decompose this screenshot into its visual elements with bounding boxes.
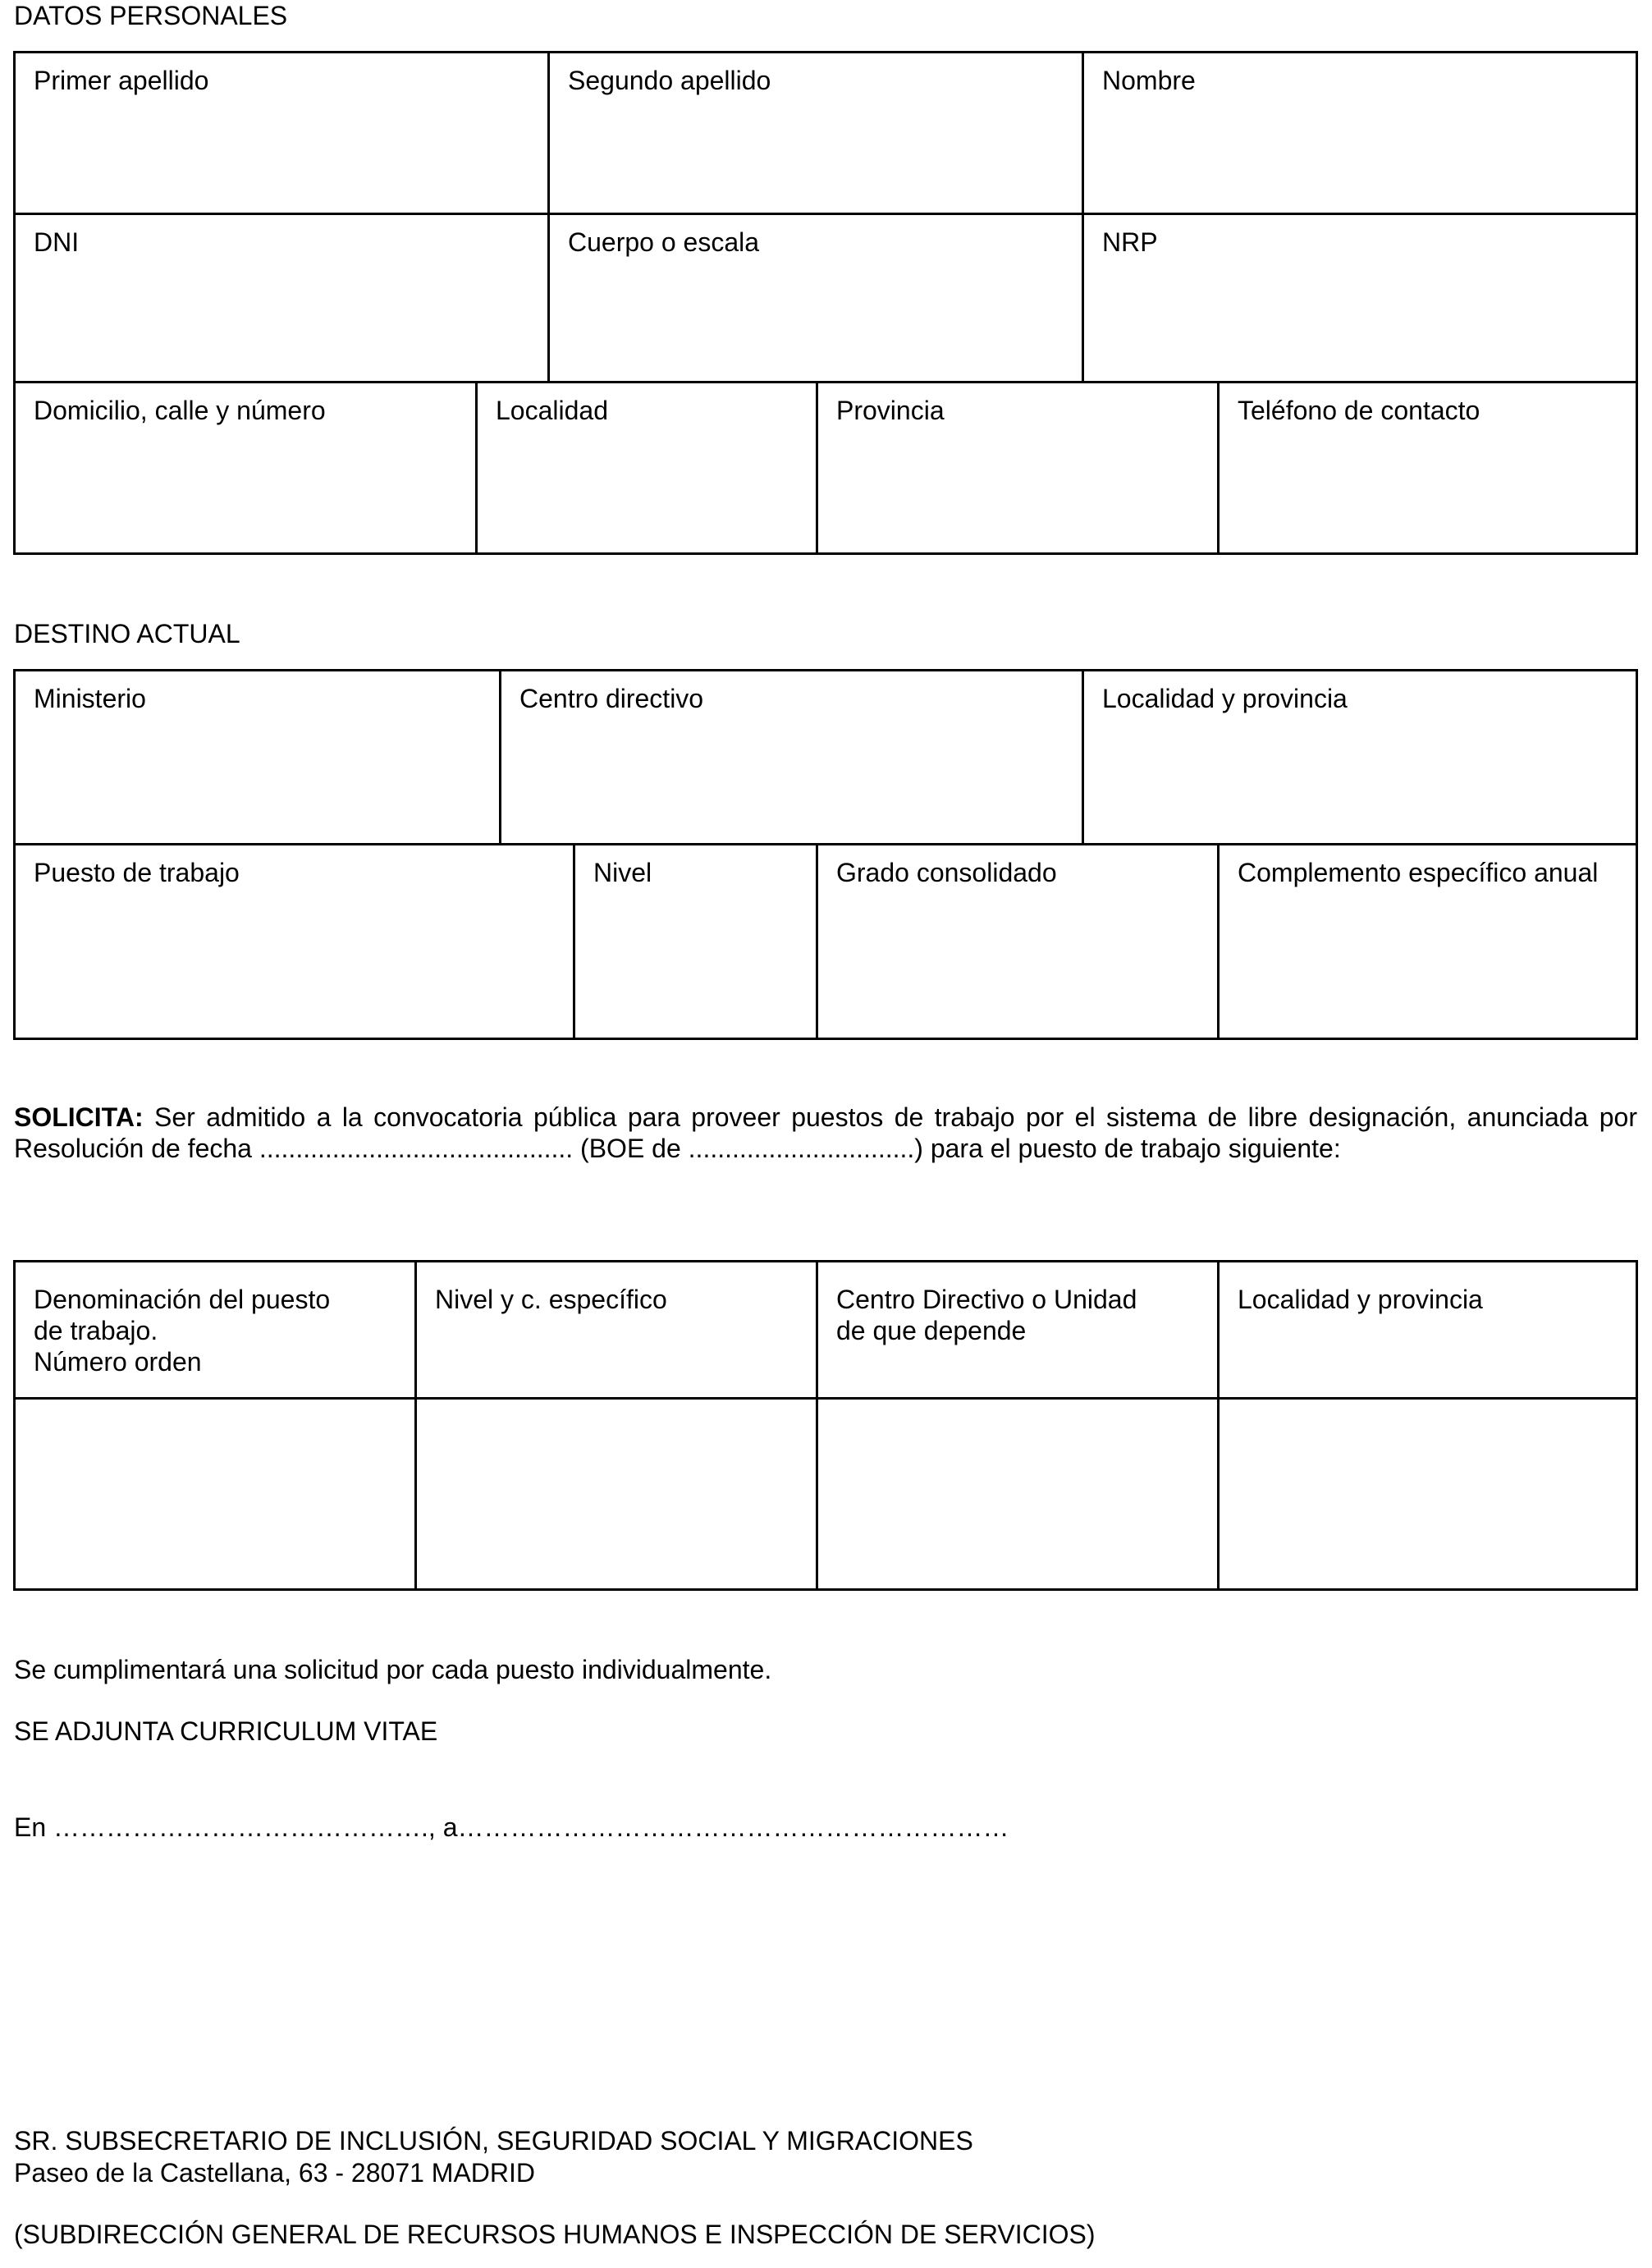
destino-table-row1 <box>13 669 1638 845</box>
field-puesto-centro[interactable] <box>817 1399 1219 1590</box>
header-label: Nivel y c. específico <box>435 1285 667 1314</box>
field-nombre[interactable] <box>1083 53 1637 214</box>
puesto-table-header <box>13 1260 1638 1400</box>
header-label: Denominación del puesto de trabajo. Número orden <box>34 1285 331 1377</box>
solicita-label: SOLICITA: <box>14 1102 144 1132</box>
section-title-destino: DESTINO ACTUAL <box>14 619 240 648</box>
field-label: Complemento específico anual <box>1238 858 1599 887</box>
field-label: Centro directivo <box>519 684 704 713</box>
field-nivel[interactable] <box>574 845 817 1039</box>
solicita-paragraph <box>14 1102 1637 1164</box>
field-label: Cuerpo o escala <box>568 227 760 257</box>
personal-table-row3 <box>13 381 1638 555</box>
field-provincia[interactable] <box>817 383 1219 554</box>
field-complemento-especifico[interactable] <box>1219 845 1637 1039</box>
field-localidad-provincia-actual[interactable] <box>1083 671 1637 845</box>
field-label: Primer apellido <box>34 66 209 95</box>
note-one-per-post: Se cumplimentará una solicitud por cada puesto individualmente. <box>14 1655 772 1684</box>
field-ministerio[interactable] <box>15 671 501 845</box>
field-label: Nivel <box>593 858 652 887</box>
field-label: NRP <box>1102 227 1158 257</box>
note-cv: SE ADJUNTA CURRICULUM VITAE <box>14 1716 438 1746</box>
field-segundo-apellido[interactable] <box>549 53 1083 214</box>
field-telefono[interactable] <box>1219 383 1637 554</box>
field-label: Domicilio, calle y número <box>34 396 326 425</box>
field-dni[interactable] <box>15 214 549 383</box>
field-grado-consolidado[interactable] <box>817 845 1219 1039</box>
field-primer-apellido[interactable] <box>15 53 549 214</box>
field-label: Puesto de trabajo <box>34 858 240 887</box>
header-centro-directivo <box>817 1262 1219 1399</box>
field-puesto-localidad[interactable] <box>1219 1399 1637 1590</box>
field-label: Teléfono de contacto <box>1238 396 1480 425</box>
field-label: Localidad <box>496 396 608 425</box>
field-label: Localidad y provincia <box>1102 684 1348 713</box>
field-centro-directivo[interactable] <box>501 671 1083 845</box>
addressee-line3: (SUBDIRECCIÓN GENERAL DE RECURSOS HUMANOS E INSPECCIÓN DE SERVICIOS) <box>14 2220 1096 2249</box>
field-nrp[interactable] <box>1083 214 1637 383</box>
field-label: Grado consolidado <box>836 858 1057 887</box>
personal-table-row1 <box>13 51 1638 215</box>
addressee-line1: SR. SUBSECRETARIO DE INCLUSIÓN, SEGURIDAD SOCIAL Y MIGRACIONES <box>14 2126 973 2156</box>
puesto-table-body <box>13 1397 1638 1591</box>
field-puesto-trabajo[interactable] <box>15 845 574 1039</box>
destino-table-row2 <box>13 843 1638 1040</box>
field-cuerpo-escala[interactable] <box>549 214 1083 383</box>
section-title-personal: DATOS PERSONALES <box>14 1 288 30</box>
field-label: Nombre <box>1102 66 1196 95</box>
addressee-line2: Paseo de la Castellana, 63 - 28071 MADRID <box>14 2158 536 2188</box>
field-puesto-nivel[interactable] <box>416 1399 817 1590</box>
solicita-text: Ser admitido a la convocatoria pública para proveer puestos de trabajo por el sistema de libre designación, anunciada por Resolución de fecha ........................................... (BOE de ...............................) para el puesto de trabajo siguiente: <box>14 1102 1637 1163</box>
field-localidad[interactable] <box>477 383 817 554</box>
place-date-line[interactable]: En ……………………………………., a……………………………………………………… <box>14 1812 1009 1842</box>
field-puesto-denominacion[interactable] <box>15 1399 416 1590</box>
field-label: Provincia <box>836 396 945 425</box>
header-label: Centro Directivo o Unidad de que depende <box>836 1285 1137 1345</box>
field-label: Segundo apellido <box>568 66 771 95</box>
header-denominacion <box>15 1262 416 1399</box>
personal-table-row2 <box>13 213 1638 383</box>
field-label: DNI <box>34 227 80 257</box>
header-localidad-provincia <box>1219 1262 1637 1399</box>
field-domicilio[interactable] <box>15 383 477 554</box>
header-label: Localidad y provincia <box>1238 1285 1483 1314</box>
header-nivel-especifico <box>416 1262 817 1399</box>
field-label: Ministerio <box>34 684 146 713</box>
